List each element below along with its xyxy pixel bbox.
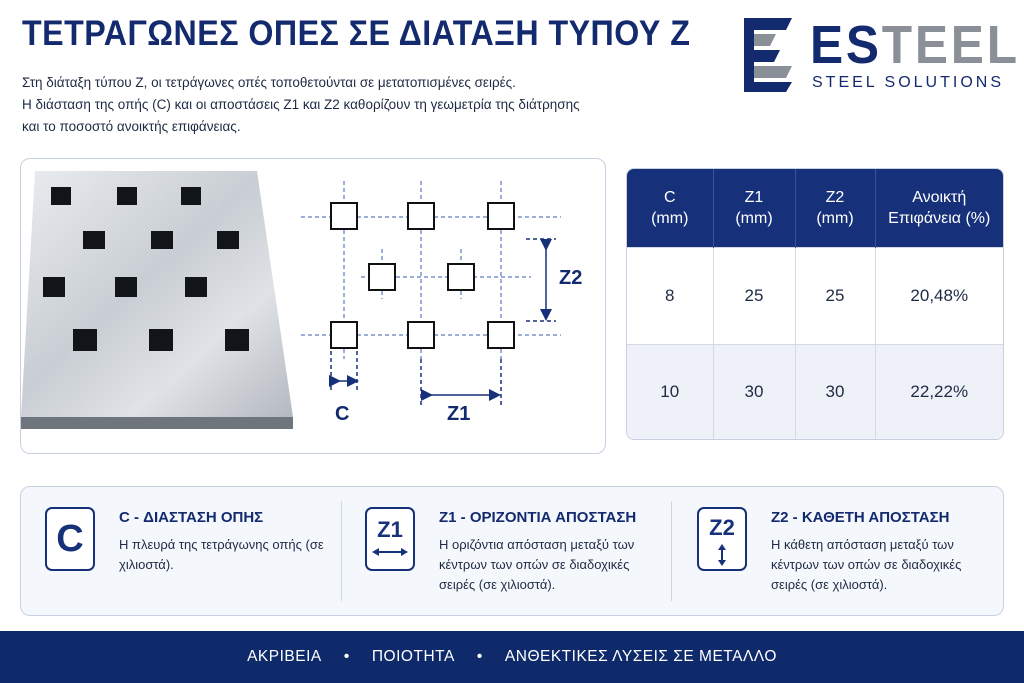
footer-separator: • — [476, 648, 483, 665]
label-z2: Z2 — [559, 267, 583, 289]
column-header-z2: Z2 (mm) — [795, 169, 875, 247]
footer-item: ΑΚΡΙΒΕΙΑ — [247, 648, 322, 665]
legend-item-z2 — [697, 507, 997, 599]
legend-description: Η κάθετη απόσταση μεταξύ των κέντρων των οπών σε διαδοχικές σειρές (σε χιλιοστά). — [771, 537, 962, 592]
logo-wordmark: ESTEEL — [810, 15, 1020, 75]
perforated-plate-illustration — [21, 159, 606, 454]
table-cell: 25 — [795, 247, 875, 344]
footer-separator: • — [343, 648, 350, 665]
esteel-logo — [740, 14, 1020, 94]
table-header-row — [627, 169, 1003, 247]
table-cell: 10 — [627, 344, 713, 439]
table-row — [627, 247, 1003, 344]
label-c: C — [335, 403, 350, 425]
logo-tagline: STEEL SOLUTIONS — [812, 74, 1004, 91]
footer-item: ΠΟΙΟΤΗΤΑ — [371, 648, 455, 665]
legend-item-c — [45, 507, 345, 599]
divider — [671, 501, 672, 601]
intro-text — [22, 72, 722, 138]
footer-item: ΑΝΘΕΚΤΙΚΕΣ ΛΥΣΕΙΣ ΣΕ ΜΕΤΑΛΛΟ — [504, 648, 777, 665]
table-cell: 8 — [627, 247, 713, 344]
divider — [341, 501, 342, 601]
legend-description: Η πλευρά της τετράγωνης οπής (σε χιλιοστά). — [119, 537, 324, 572]
z2-vertical-arrow-icon: Z2 — [697, 507, 747, 571]
legend-description: Η οριζόντια απόσταση μεταξύ των κέντρων των οπών σε διαδοχικές σειρές (σε χιλιοστά). — [439, 537, 635, 592]
table-row — [627, 344, 1003, 439]
column-header-z1: Z1 (mm) — [713, 169, 795, 247]
dimensions-table — [626, 168, 1004, 440]
column-header-open-area: Ανοικτή Επιφάνεια (%) — [875, 169, 1003, 247]
z1-horizontal-arrow-icon: Z1 — [365, 507, 415, 571]
page-title: ΤΕΤΡΑΓΩΝΕΣ ΟΠΕΣ ΣΕ ΔΙΑΤΑΞΗ ΤΥΠΟΥ Ζ — [22, 14, 691, 53]
legend-panel — [20, 486, 1004, 616]
footer-banner — [0, 631, 1024, 683]
c-icon: C — [45, 507, 95, 571]
table-cell: 30 — [713, 344, 795, 439]
logo-mark-icon — [740, 14, 800, 94]
table-cell: 20,48% — [875, 247, 1003, 344]
label-z1: Z1 — [447, 403, 471, 425]
table-cell: 22,22% — [875, 344, 1003, 439]
column-header-c: C (mm) — [627, 169, 713, 247]
intro-line: Στη διάταξη τύπου Ζ, οι τετράγωνες οπές τοποθετούνται σε μετατοπισμένες σειρές. — [22, 75, 516, 90]
intro-line: Η διάσταση της οπής (C) και οι αποστάσεις Z1 και Z2 καθορίζουν τη γεωμετρία της διάτρησης — [22, 97, 580, 112]
legend-title: Z2 - ΚΑΘΕΤΗ ΑΠΟΣΤΑΣΗ — [771, 509, 950, 526]
table-cell: 30 — [795, 344, 875, 439]
intro-line: και το ποσοστό ανοικτής επιφάνειας. — [22, 119, 241, 134]
perforation-diagram — [20, 158, 606, 454]
legend-title: C - ΔΙΑΣΤΑΣΗ ΟΠΗΣ — [119, 509, 264, 526]
legend-item-z1 — [365, 507, 675, 599]
legend-title: Z1 - ΟΡΙΖΟΝΤΙΑ ΑΠΟΣΤΑΣΗ — [439, 509, 637, 526]
table-cell: 25 — [713, 247, 795, 344]
